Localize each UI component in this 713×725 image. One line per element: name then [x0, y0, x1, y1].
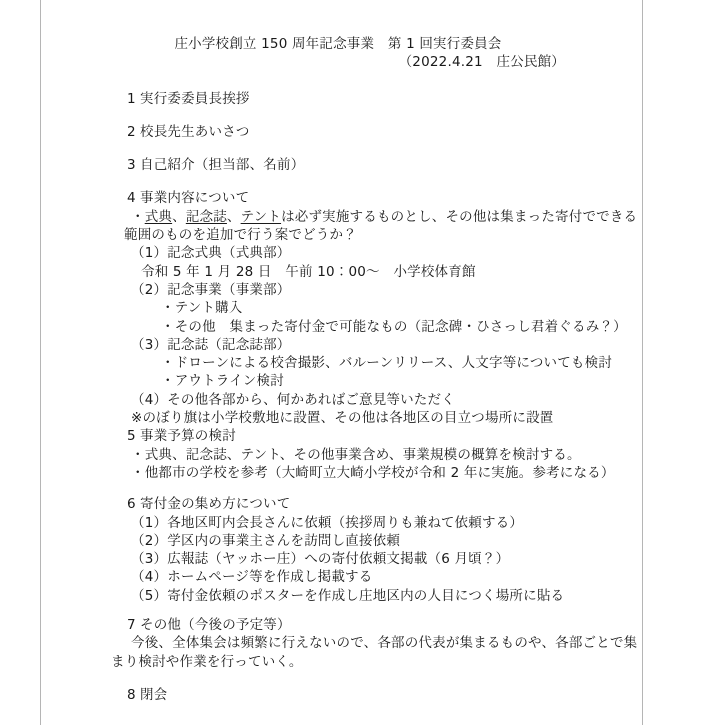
item-4-sub-1: （1）記念式典（式典部） — [131, 245, 291, 262]
document-title: 庄小学校創立 150 周年記念事業 第 1 回実行委員会 — [174, 36, 502, 52]
item-6-sub-5: （5）寄付金依頼のポスターを作成し庄地区内の人目につく場所に貼る — [131, 587, 565, 604]
item-number: 7 — [127, 617, 136, 634]
item-4-sub-3: （3）記念誌（記念誌部） — [131, 336, 291, 353]
item-number: 8 — [127, 686, 136, 703]
item-text: 閉会 — [140, 686, 168, 703]
agenda-item-4 — [127, 189, 565, 207]
item-4-sub-3-bullet-2: ・アウトライン検討 — [161, 373, 284, 390]
item-5-bullet-1: ・式典、記念誌、テント、その他事業含め、事業規模の概算を検討する。 — [131, 446, 581, 463]
spacer — [111, 605, 565, 616]
item-text: 寄付金の集め方について — [140, 496, 291, 513]
spacer — [111, 108, 565, 123]
item-4-intro-wrap: 範囲のものを追加で行う案でどうか？ — [124, 227, 357, 244]
agenda-item-2 — [127, 123, 565, 141]
agenda-item-3 — [127, 156, 565, 174]
item-text: 実行委委員長挨拶 — [140, 90, 250, 107]
document-page — [40, 0, 643, 725]
item-number: 5 — [127, 428, 136, 445]
item-4-intro — [131, 208, 638, 226]
item-7-paragraph-line-2: まり検討や作業を行っていく。 — [111, 653, 303, 670]
agenda-item-1 — [127, 90, 565, 108]
item-number: 1 — [127, 90, 136, 107]
underlined-term-ceremony: 式典 — [144, 208, 173, 225]
item-number: 6 — [127, 496, 136, 513]
spacer — [111, 141, 565, 156]
item-number: 4 — [127, 190, 136, 207]
document-content — [41, 0, 642, 704]
spacer — [111, 174, 565, 189]
item-number: 3 — [127, 157, 136, 174]
item-5-bullet-2: ・他都市の学校を参考（大崎町立大崎小学校が令和 2 年に実施。参考になる） — [131, 464, 615, 481]
underlined-term-tent: テント — [240, 208, 282, 225]
document-date-place: （2022.4.21 庄公民館） — [398, 54, 565, 71]
intro-rest: は必ず実施するものとし、その他は集まった寄付でできる — [281, 208, 638, 225]
item-6-sub-3: （3）広報誌（ヤッホー庄）への寄付依頼文掲載（6 月頃？） — [131, 551, 510, 568]
item-6-sub-4: （4）ホームページ等を作成し掲載する — [131, 569, 373, 586]
item-text: 事業予算の検討 — [140, 428, 236, 445]
item-4-sub-2-bullet-2: ・その他 集まった寄付金で可能なもの（記念碑・ひさっし君着ぐるみ？） — [161, 318, 627, 335]
spacer — [111, 671, 565, 686]
agenda-item-8 — [127, 686, 565, 704]
comma: 、 — [172, 208, 186, 225]
item-4-sub-2: （2）記念事業（事業部） — [131, 281, 291, 298]
item-6-sub-1: （1）各地区町内会長さんに依頼（挨拶周りも兼ねて依頼する） — [131, 514, 524, 531]
item-4-sub-4: （4）その他各部から、何かあればご意見等いただく — [131, 391, 455, 408]
item-4-sub-2-bullet-1: ・テント購入 — [161, 300, 243, 317]
item-number: 2 — [127, 123, 136, 140]
bullet: ・ — [131, 208, 145, 225]
item-4-sub-3-bullet-1: ・ドローンによる校舎撮影、バルーンリリース、人文字等についても検討 — [161, 355, 613, 372]
item-text: 自己紹介（担当部、名前） — [140, 157, 305, 174]
agenda-item-5 — [127, 427, 565, 445]
comma: 、 — [226, 208, 241, 225]
item-4-note: ※のぼり旗は小学校敷地に設置、その他は各地区の目立つ場所に設置 — [131, 410, 554, 427]
item-text: 校長先生あいさつ — [140, 123, 250, 140]
spacer — [111, 72, 565, 90]
agenda-item-6 — [127, 495, 565, 513]
agenda-item-7 — [127, 616, 565, 634]
underlined-term-commemorative-book: 記念誌 — [185, 208, 227, 225]
item-6-sub-2: （2）学区内の事業主さんを訪問し直接依頼 — [131, 532, 401, 549]
item-text: その他（今後の予定等） — [140, 617, 291, 634]
item-4-sub-1-detail: 令和 5 年 1 月 28 日 午前 10：00～ 小学校体育館 — [141, 263, 476, 280]
item-7-paragraph-line-1: 今後、全体集会は頻繁に行えないので、各部の代表が集まるものや、各部ごとで集 — [131, 635, 638, 652]
spacer — [111, 482, 565, 495]
item-text: 事業内容について — [140, 190, 250, 207]
